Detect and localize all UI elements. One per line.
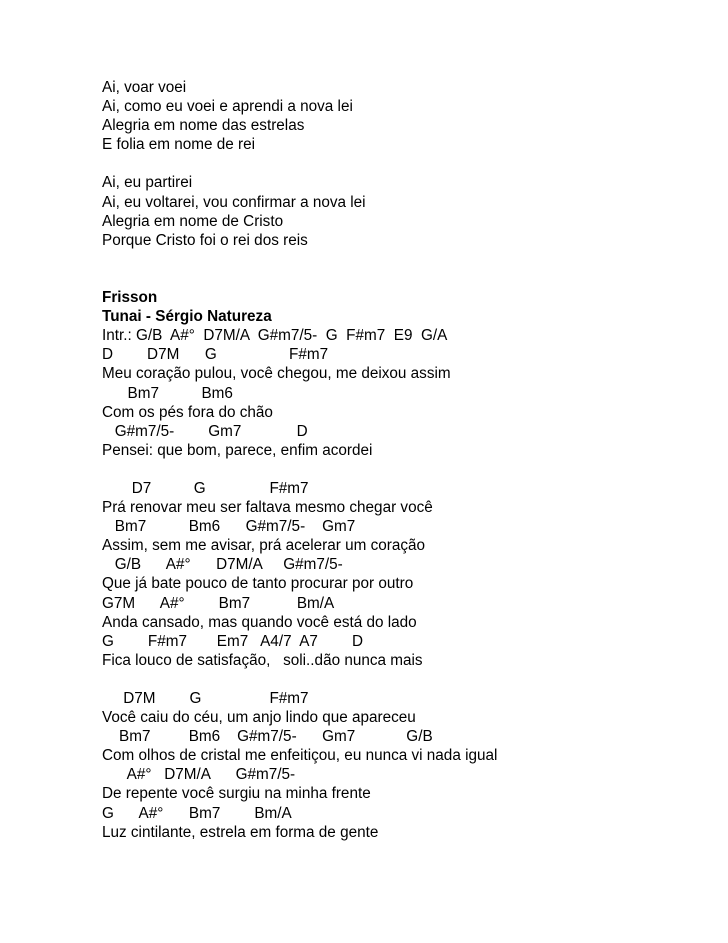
verse-2 bbox=[102, 173, 712, 249]
lyric-line: Alegria em nome das estrelas bbox=[102, 117, 305, 135]
lyric-line: Ai, como eu voei e aprendi a nova lei bbox=[102, 98, 353, 116]
lyric-line: Ai, eu voltarei, vou confirmar a nova lei bbox=[102, 193, 366, 211]
lyric-line: De repente você surgiu na minha frente bbox=[102, 785, 371, 803]
lyric-line: Com os pés fora do chão bbox=[102, 403, 273, 421]
lyric-line: Porque Cristo foi o rei dos reis bbox=[102, 231, 308, 249]
lyric-line: Meu coração pulou, você chegou, me deixou assim bbox=[102, 365, 451, 383]
lyric-line: Ai, voar voei bbox=[102, 79, 187, 96]
lyric-line: Prá renovar meu ser faltava mesmo chegar você bbox=[102, 499, 433, 517]
verse-1 bbox=[102, 78, 712, 154]
lyric-line: Com olhos de cristal me enfeitiçou, eu nunca vi nada igual bbox=[102, 747, 498, 765]
song-sheet-page bbox=[102, 78, 712, 842]
chord-line: G/B A#° D7M/A G#m7/5- bbox=[102, 556, 343, 574]
chord-line: D7 G F#m7 bbox=[102, 479, 309, 497]
lyric-line: Você caiu do céu, um anjo lindo que apareceu bbox=[102, 709, 416, 727]
lyric-line: E folia em nome de rei bbox=[102, 136, 256, 154]
chord-line: G7M A#° Bm7 Bm/A bbox=[102, 594, 335, 612]
chord-line: G A#° Bm7 Bm/A bbox=[102, 804, 292, 822]
blank-line bbox=[102, 460, 712, 479]
song-part-2 bbox=[102, 479, 712, 670]
song-part-3 bbox=[102, 689, 712, 842]
lyric-line: Assim, sem me avisar, prá acelerar um coração bbox=[102, 537, 426, 555]
blank-line bbox=[102, 670, 712, 689]
lyric-line: Luz cintilante, estrela em forma de gente bbox=[102, 823, 379, 841]
chord-line: D D7M G F#m7 bbox=[102, 346, 329, 364]
chord-line: Bm7 Bm6 G#m7/5- Gm7 bbox=[102, 518, 356, 536]
blank-line bbox=[102, 154, 712, 173]
song-part-1 bbox=[102, 345, 712, 460]
lyric-line: Pensei: que bom, parece, enfim acordei bbox=[102, 441, 373, 459]
song-title: Frisson bbox=[102, 289, 158, 307]
chord-line: D7M G F#m7 bbox=[102, 690, 309, 707]
lyric-line: Anda cansado, mas quando você está do lado bbox=[102, 613, 417, 631]
blank-line bbox=[102, 269, 712, 288]
chord-line: A#° D7M/A G#m7/5- bbox=[102, 766, 296, 784]
chord-line: Bm7 Bm6 G#m7/5- Gm7 G/B bbox=[102, 728, 433, 746]
chord-line: Bm7 Bm6 bbox=[102, 384, 233, 402]
intro-chords: Intr.: G/B A#° D7M/A G#m7/5- G F#m7 E9 G/A bbox=[102, 327, 448, 345]
lyric-line: Fica louco de satisfação, soli..dão nunca mais bbox=[102, 651, 423, 669]
blank-line bbox=[102, 250, 712, 269]
song-artists: Tunai - Sérgio Natureza bbox=[102, 308, 272, 326]
chord-line: G#m7/5- Gm7 D bbox=[102, 422, 308, 440]
lyric-line: Ai, eu partirei bbox=[102, 174, 193, 192]
lyric-line: Alegria em nome de Cristo bbox=[102, 212, 284, 230]
lyric-line: Que já bate pouco de tanto procurar por outro bbox=[102, 575, 414, 593]
chord-line: G F#m7 Em7 A4/7 A7 D bbox=[102, 632, 363, 650]
